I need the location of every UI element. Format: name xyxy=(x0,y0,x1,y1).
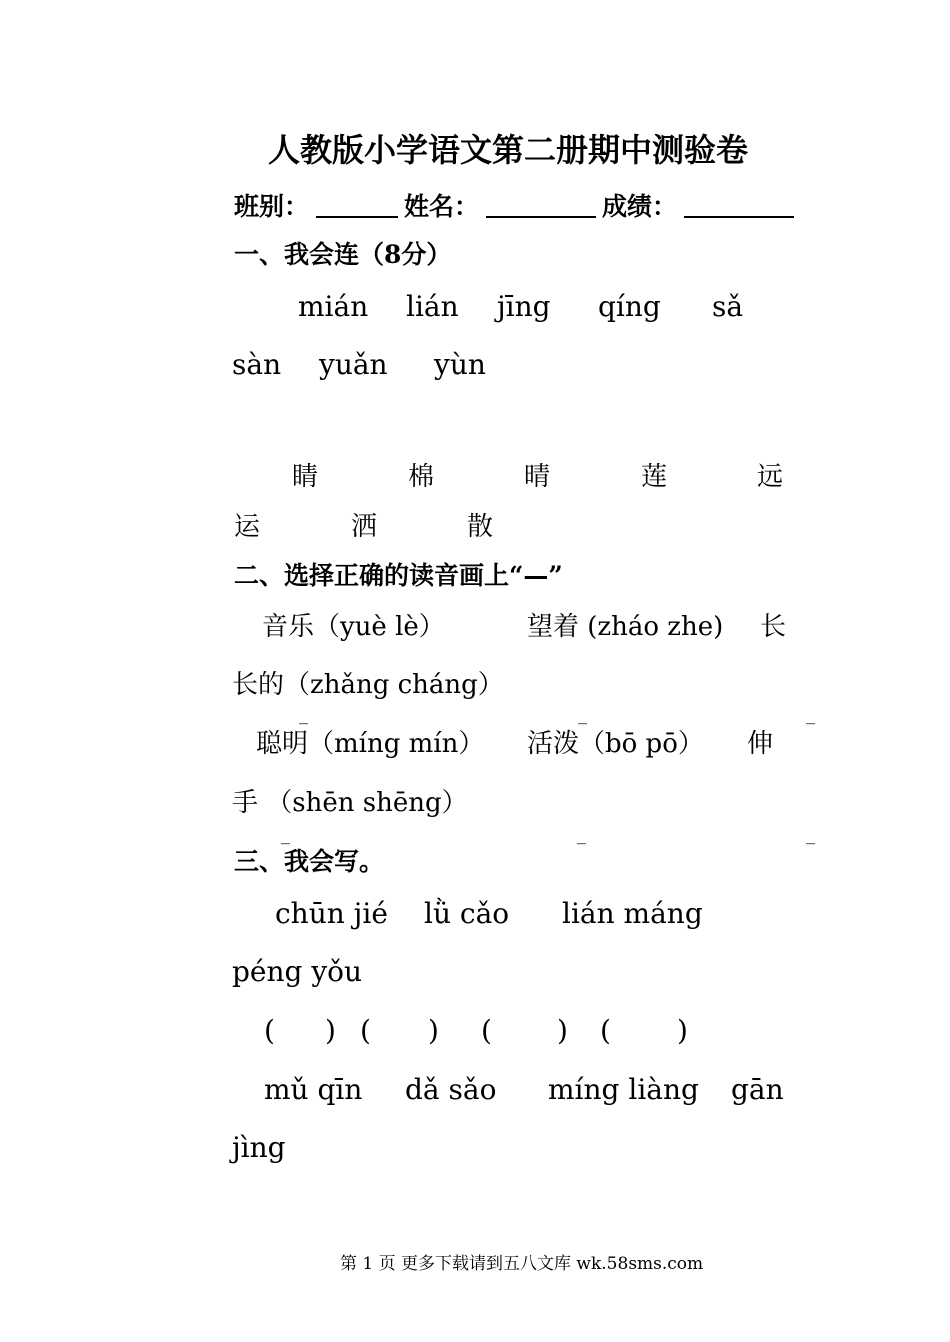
pinyin-word: chūn jié xyxy=(275,897,388,930)
pinyin-item: qíng xyxy=(598,290,661,323)
section3-heading: 三、我会写。 xyxy=(234,847,385,876)
char-item: 棉 xyxy=(408,462,435,492)
name-blank xyxy=(486,216,596,218)
char-item: 洒 xyxy=(351,512,378,542)
choice-item: 伸 xyxy=(747,729,774,759)
answer-paren-close: ) xyxy=(325,1014,336,1047)
char-item: 运 xyxy=(234,512,261,542)
pinyin-word: mǔ qīn xyxy=(264,1073,363,1106)
page-title: 人教版小学语文第二册期中测验卷 xyxy=(268,131,749,169)
pinyin-word: gān xyxy=(731,1073,784,1106)
char-item: 晴 xyxy=(524,462,551,492)
name-label: 姓名： xyxy=(404,192,480,221)
class-label: 班别： xyxy=(234,192,310,221)
choice-item: 音乐（yuè lè） xyxy=(262,612,445,642)
pinyin-item: yùn xyxy=(434,348,486,381)
pinyin-item: lián xyxy=(406,290,459,323)
score-blank xyxy=(684,216,794,218)
answer-paren-open: ( xyxy=(481,1014,492,1047)
pinyin-word: péng yǒu xyxy=(232,955,363,988)
pinyin-item: yuǎn xyxy=(319,348,388,381)
pinyin-item: jīng xyxy=(497,290,551,323)
answer-paren-open: ( xyxy=(600,1014,611,1047)
answer-paren-open: ( xyxy=(360,1014,371,1047)
underline-mark: _ xyxy=(806,824,815,845)
underline-mark: _ xyxy=(806,704,815,725)
char-item: 莲 xyxy=(641,462,668,492)
pinyin-word: dǎ sǎo xyxy=(405,1073,497,1106)
section1-heading: 一、我会连（8分） xyxy=(234,240,452,269)
class-blank xyxy=(316,216,398,218)
pinyin-word: lǜ cǎo xyxy=(424,897,510,930)
underline-mark: _ xyxy=(577,824,586,845)
pinyin-item: sàn xyxy=(232,348,282,381)
choice-item: 长的（zhǎng cháng） xyxy=(232,670,504,700)
pinyin-word: jìng xyxy=(232,1131,286,1164)
pinyin-item: mián xyxy=(298,290,369,323)
answer-paren-close: ) xyxy=(677,1014,688,1047)
answer-paren-close: ) xyxy=(428,1014,439,1047)
pinyin-item: sǎ xyxy=(712,290,744,323)
char-item: 散 xyxy=(467,512,494,542)
pinyin-word: lián máng xyxy=(562,897,703,930)
choice-item: 手 （shēn shēng） xyxy=(232,788,468,818)
underline-mark: _ xyxy=(578,704,587,725)
page-footer: 第 1 页 更多下载请到五八文库 wk.58sms.com xyxy=(340,1254,704,1274)
underline-mark: _ xyxy=(281,824,290,845)
answer-paren-close: ) xyxy=(557,1014,568,1047)
choice-item: 望着 (zháo zhe) xyxy=(527,612,724,642)
answer-paren-open: ( xyxy=(264,1014,275,1047)
char-item: 睛 xyxy=(292,462,319,492)
underline-mark: _ xyxy=(299,704,308,725)
choice-item: 活泼（bō pō） xyxy=(527,729,704,759)
choice-item: 聪明（míng mín） xyxy=(256,729,485,759)
choice-item: 长 xyxy=(760,612,787,642)
char-item: 远 xyxy=(757,462,784,492)
score-label: 成绩： xyxy=(602,192,678,221)
pinyin-word: míng liàng xyxy=(548,1073,699,1106)
section2-heading: 二、选择正确的读音画上“—” xyxy=(234,561,563,590)
